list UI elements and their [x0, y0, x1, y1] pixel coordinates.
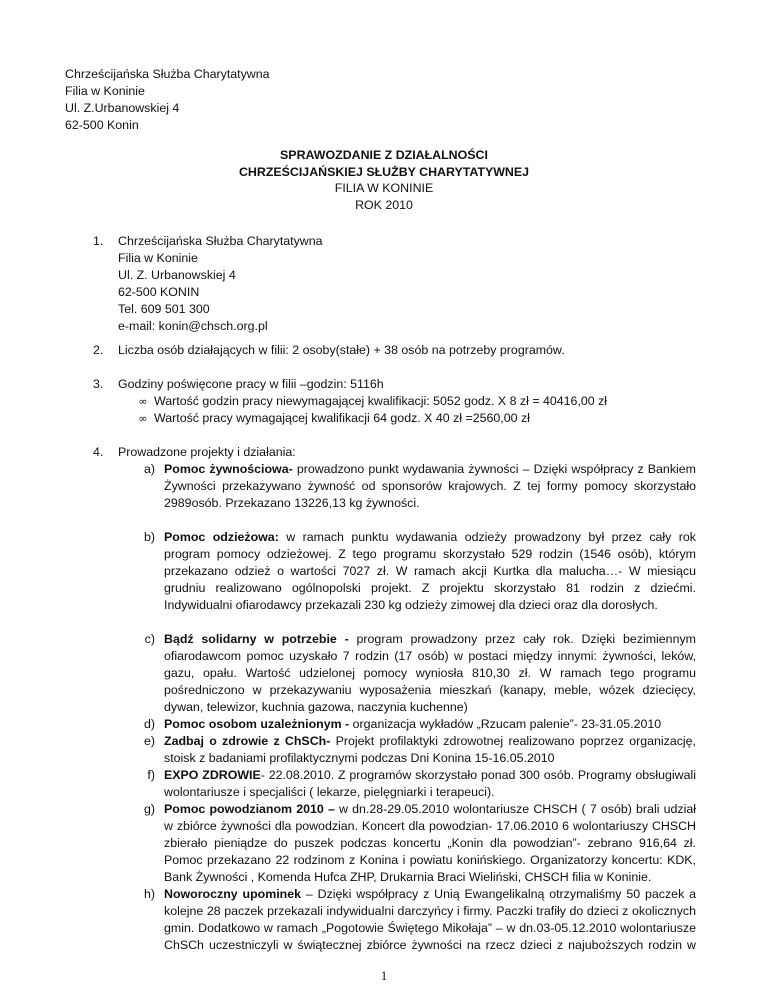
bullet-text: Wartość pracy wymagającej kwalifikacji 64 godz. X 40 zł =2560,00 zł [154, 411, 530, 425]
item-title: EXPO ZDROWIE [164, 768, 261, 782]
item-text: Projekt profilaktyki zdrowotnej realizowano poprzez organizację, stoisk z badaniami profilaktycznymi podczas Dni Konina 15-16.05.2010 [164, 734, 697, 765]
item-text: program prowadzony przez cały rok. Dzięki bezimiennym ofiarodawcom pomoc uzyskało 7 rodzin (17 osób) w postaci między innymi: żywności, leków, gazu, opału. Wartość udzielonej pomocy wyniosła 810,30 zł. W ramach tego programu pośredniczono w przekazywaniu wyposażenia mieszkań (kanapy, meble, wózek dziecięcy, dywan, telewizor, kuchnia gazowa, naczynia kuchenne) [164, 632, 696, 714]
org-branch: Filia w Koninie [118, 251, 198, 265]
report-title [0, 147, 768, 213]
sender-line: Filia w Koninie [65, 84, 145, 98]
item-paragraph [164, 767, 696, 801]
item-text: – Dzięki współpracy z Unią Ewangelikalną otrzymaliśmy 50 paczek a kolejne 28 paczek przekazali indywidualni darczyńcy i firmy. Paczki trafiły do dzieci z okolicznych gmin. Dodatkowo w ramach „Pogotowie Świętego Mikołaja” – w dn.03-05.12.2010 wolontariusze ChSCh uczestniczyli w świątecznej zbiórce żywności na rzecz dzieci z najuboższych rodzin w [164, 887, 696, 952]
section-3-number: 3. [93, 377, 104, 391]
section-1-contact [118, 233, 323, 335]
sender-address [65, 66, 270, 134]
section-4-text: Prowadzone projekty i działania: [118, 445, 296, 459]
item-title: Bądź solidarny w potrzebie - [164, 632, 349, 646]
item-title: Noworoczny upominek [164, 887, 302, 901]
item-text: prowadzono punkt wydawania żywności – Dzięki współpracy z Bankiem Żywności przekazywano żywność od sponsorów krajowych. Z tej formy pomocy skorzystało 2989osób. Przekazano 13226,13 kg żywności. [164, 462, 696, 510]
item-title: Pomoc żywnościowa- [164, 462, 293, 476]
section-1-number: 1. [93, 234, 104, 248]
item-title: Zadbaj o zdrowie z ChSCh- [164, 734, 331, 748]
item-text: w dn.28-29.05.2010 wolontariusze CHSCH ( 7 osób) brali udział w zbiórce żywności dla powodzian. Koncert dla powodzian- 17.06.2010 6 wolontariuszy CHSCH zbierało pieniądze do puszek podczas koncertu „Konin dla powodzian”- zebrano 916,64 zł. Pomoc przekazano 22 rodzinom z Konina i powiatu konińskiego. Organizatorzy koncertu: KDK, Bank Żywności , Komenda Hufca ZHP, Drukarnia Braci Wieliński, CHSCH filia w Koninie. [164, 802, 696, 884]
item-text: w ramach punktu wydawania odzieży prowadzony był przez cały rok program pomocy odzieżowej. Z tego programu skorzystało 529 rodzin (1546 osób), którym przekazano odzież o wartości 7027 zł. W ramach akcji Kurtka dla malucha…- W miesiącu grudniu realizowano ogólnopolski projekt. Z projektu skorzystało 81 rodzin z dziećmi. Indywidualni ofiarodawcy przekazali 230 kg odzieży zimowej dla dzieci oraz dla dorosłych. [164, 530, 697, 612]
item-label: a) [143, 462, 155, 476]
org-street: Ul. Z. Urbanowskiej 4 [118, 268, 236, 282]
section-3-bullet [132, 410, 530, 427]
org-city: 62-500 KONIN [118, 285, 200, 299]
item-label: f) [147, 768, 155, 782]
item-paragraph [164, 461, 696, 512]
title-line-1: SPRAWOZDANIE Z DZIAŁALNOŚCI [280, 148, 488, 162]
item-label: d) [143, 717, 155, 731]
item-paragraph [164, 631, 696, 716]
item-title: Pomoc osobom uzależnionym - [164, 717, 350, 731]
title-line-2: CHRZEŚCIJAŃSKIEJ SŁUŻBY CHARYTATYWNEJ [238, 164, 530, 179]
title-line-4: ROK 2010 [355, 197, 413, 212]
infinity-bullet-icon: ∞ [138, 395, 148, 408]
section-2-number: 2. [93, 343, 104, 357]
section-3-text: Godziny poświęcone pracy w filii –godzin: 5116h [118, 377, 384, 391]
title-line-3: FILIA W KONINIE [334, 181, 434, 195]
item-label: g) [143, 802, 155, 816]
section-4-number: 4. [93, 445, 104, 459]
org-phone: Tel. 609 501 300 [118, 302, 210, 316]
section-3-bullet [132, 393, 607, 410]
item-title: Pomoc odzieżowa: [164, 530, 279, 544]
section-2-text: Liczba osób działających w filii: 2 osoby(stałe) + 38 osób na potrzeby programów. [118, 343, 565, 357]
item-paragraph [164, 716, 696, 733]
item-label: h) [143, 887, 155, 901]
infinity-bullet-icon: ∞ [138, 412, 148, 425]
item-paragraph [164, 733, 696, 767]
sender-line: Chrześcijańska Służba Charytatywna [65, 67, 270, 81]
sender-line: Ul. Z.Urbanowskiej 4 [65, 101, 180, 115]
item-paragraph [164, 886, 696, 954]
item-label: e) [143, 734, 155, 748]
item-paragraph [164, 529, 696, 614]
sender-line: 62-500 Konin [65, 118, 139, 132]
item-paragraph [164, 801, 696, 886]
page-number: 1 [380, 968, 388, 983]
item-label: c) [144, 632, 155, 646]
org-email: e-mail: konin@chsch.org.pl [118, 319, 268, 333]
bullet-text: Wartość godzin pracy niewymagającej kwalifikacji: 5052 godz. X 8 zł = 40416,00 zł [154, 394, 608, 408]
item-label: b) [143, 530, 155, 544]
item-title: Pomoc powodzianom 2010 – [164, 802, 335, 816]
item-text: - 22.08.2010. Z programów skorzystało ponad 300 osób. Programy obsługiwali wolontariusze i specjaliści ( lekarze, pielęgniarki i terapeuci). [164, 768, 696, 799]
item-text: organizacja wykładów „Rzucam palenie”- 23-31.05.2010 [349, 717, 662, 731]
org-name: Chrześcijańska Służba Charytatywna [118, 234, 323, 248]
